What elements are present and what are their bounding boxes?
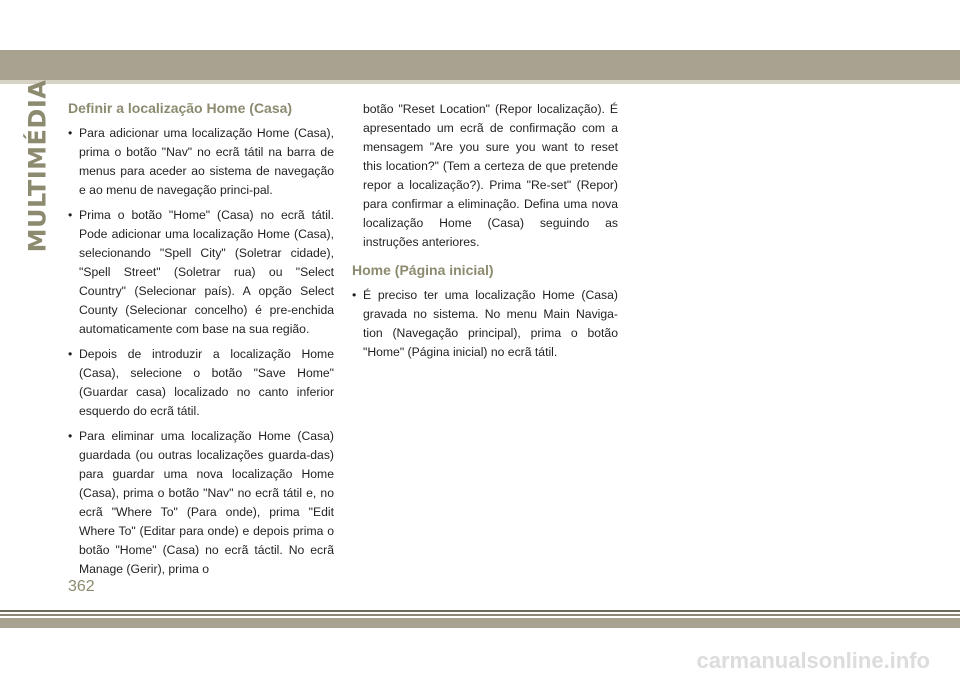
list-item: • Para adicionar uma localização Home (Casa), prima o botão "Nav" no ecrã tátil na barra de menus para aceder ao sistema de navegação e ao menu de navegação princi-pal. bbox=[68, 124, 334, 200]
left-column bbox=[68, 100, 334, 585]
page-number: 362 bbox=[68, 578, 95, 595]
right-column bbox=[352, 100, 618, 368]
set-home-bullet-list bbox=[68, 124, 334, 579]
section-heading-set-home: Definir a localização Home (Casa) bbox=[68, 100, 293, 116]
header-band-rule bbox=[0, 80, 960, 84]
watermark: carmanualsonline.info bbox=[696, 648, 930, 673]
footer-rule-bottom bbox=[0, 614, 960, 616]
section-side-tab bbox=[22, 79, 52, 253]
header-band bbox=[0, 50, 960, 80]
continued-paragraph: botão "Reset Location" (Repor localização). É apresentado um ecrã de confirmação com a mensagem "Are you sure you want to reset this location?" (Tem a certeza de que pretende repor a localização?). Prima "Re-set" (Repor) para confirmar a eliminação. Defina uma nova localização Home (Casa) seguindo as instruções anteriores. bbox=[363, 102, 618, 249]
section-side-tab-label: MULTIMÉDIA bbox=[23, 79, 52, 253]
list-item: • Para eliminar uma localização Home (Casa) guardada (ou outras localizações guarda-das) para guardar uma nova localização Home (Casa), prima o botão "Nav" no ecrã tátil e, no ecrã "Where To" (Para onde), prima "Edit Where To" (Editar para onde) e depois prima o botão "Home" (Casa) no ecrã táctil. No ecrã Manage (Gerir), prima o bbox=[68, 427, 334, 579]
footer-rule-top bbox=[0, 610, 960, 612]
home-page-bullet-list bbox=[352, 286, 618, 362]
list-item: • Prima o botão "Home" (Casa) no ecrã tátil. Pode adicionar uma localização Home (Casa), selecionando "Spell City" (Soletrar cidade), "Spell Street" (Soletrar rua) ou "Select Country" (Selecionar país). A opção Select County (Selecionar concelho) é pre-enchida automaticamente com base na sua região. bbox=[68, 206, 334, 339]
footer-band bbox=[0, 618, 960, 628]
section-heading-home-page: Home (Página inicial) bbox=[352, 262, 494, 278]
list-item: • É preciso ter uma localização Home (Casa) gravada no sistema. No menu Main Naviga-tion (Navegação principal), prima o botão "Home" (Página inicial) no ecrã tátil. bbox=[352, 286, 618, 362]
list-item: • Depois de introduzir a localização Home (Casa), selecione o botão "Save Home" (Guardar casa) localizado no canto inferior esquerdo do ecrã tátil. bbox=[68, 345, 334, 421]
